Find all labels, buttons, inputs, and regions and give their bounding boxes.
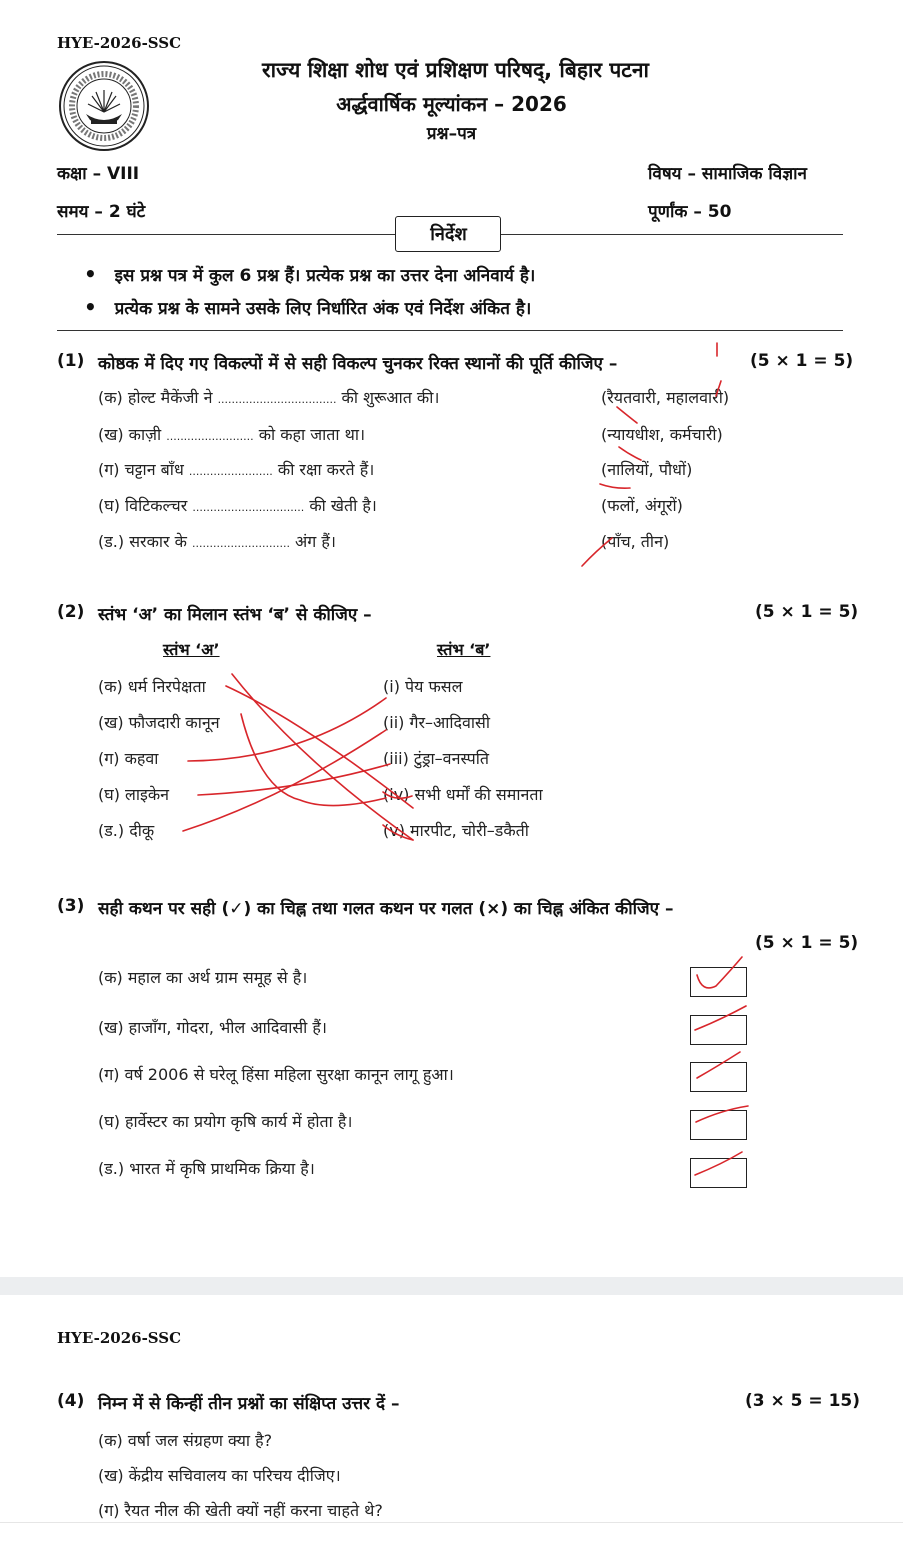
q1-item: (क) होल्ट मैकेंजी ने .................................. की शुरूआत की। — [98, 388, 440, 407]
q1-option: (नालियों, पौधों) — [601, 460, 693, 479]
q1-option: (रैयतवारी, महालवारी) — [601, 388, 730, 407]
q1-number: (1) — [57, 351, 85, 371]
q3-statement: (क) महाल का अर्थ ग्राम समूह से है। — [98, 968, 308, 987]
instructions-title: निर्देश — [430, 224, 467, 245]
q3-number: (3) — [57, 896, 85, 916]
section-divider — [57, 330, 843, 331]
q4-item: (क) वर्षा जल संग्रहण क्या है? — [98, 1431, 273, 1450]
q1-item: (ड.) सरकार के ............................ अंग हैं। — [98, 532, 336, 551]
subject-label: विषय – सामाजिक विज्ञान — [648, 164, 807, 184]
answer-checkbox[interactable] — [690, 1015, 747, 1045]
column-b-title: स्तंभ ‘ब’ — [437, 640, 491, 659]
q3-statement: (घ) हार्वेस्टर का प्रयोग कृषि कार्य में होता है। — [98, 1112, 353, 1131]
pen-tick — [617, 407, 637, 423]
paper-code: HYE-2026-SSC — [57, 1329, 182, 1347]
q3-statement: (ग) वर्ष 2006 से घरेलू हिंसा महिला सुरक्षा कानून लागू हुआ। — [98, 1065, 454, 1084]
viewer-bottom-bar — [0, 1522, 903, 1555]
q3-text: सही कथन पर सही (✓) का चिह्न तथा गलत कथन पर गलत (×) का चिह्न अंकित कीजिए – — [98, 899, 674, 919]
column-a-item: (ख) फौजदारी कानून — [98, 713, 220, 732]
answer-checkbox[interactable] — [690, 967, 747, 997]
column-b-item: (iv) सभी धर्मों की समानता — [383, 785, 543, 804]
column-a-item: (ग) कहवा — [98, 749, 159, 768]
answer-checkbox[interactable] — [690, 1158, 747, 1188]
q3-statement: (ख) हाजाँग, गोदरा, भील आदिवासी हैं। — [98, 1018, 327, 1037]
q4-text: निम्न में से किन्हीं तीन प्रश्नों का संक्षिप्त उत्तर दें – — [98, 1394, 400, 1414]
match-line — [183, 730, 386, 831]
q4-number: (4) — [57, 1391, 85, 1411]
org-title: राज्य शिक्षा शोध एवं प्रशिक्षण परिषद्, बिहार पटना — [262, 58, 649, 82]
q1-option: (फलों, अंगूरों) — [601, 496, 683, 515]
q1-option: (पाँच, तीन) — [601, 532, 670, 551]
full-marks-label: पूर्णांक – 50 — [648, 202, 732, 222]
column-a-item: (घ) लाइकेन — [98, 785, 170, 804]
q3-statement: (ड.) भारत में कृषि प्राथमिक क्रिया है। — [98, 1159, 315, 1178]
column-a-item: (ड.) दीकू — [98, 821, 155, 840]
q1-item: (ग) चट्टान बाँध ........................ की रक्षा करते हैं। — [98, 460, 375, 479]
q1-marks: (5 × 1 = 5) — [750, 351, 854, 371]
q2-marks: (5 × 1 = 5) — [755, 602, 859, 622]
match-line — [198, 764, 390, 795]
paper-title: प्रश्न–पत्र — [426, 124, 477, 144]
q4-marks: (3 × 5 = 15) — [745, 1391, 861, 1411]
column-b-item: (v) मारपीट, चोरी–डकैती — [383, 821, 529, 840]
column-a-title: स्तंभ ‘अ’ — [163, 640, 220, 659]
paper-code: HYE-2026-SSC — [57, 34, 182, 52]
instruction-item: • प्रत्येक प्रश्न के सामने उसके लिए निर्धारित अंक एवं निर्देश अंकित है। — [84, 295, 532, 319]
answer-checkbox[interactable] — [690, 1110, 747, 1140]
column-b-item: (ii) गैर–आदिवासी — [383, 713, 491, 732]
q1-option: (न्यायधीश, कर्मचारी) — [601, 425, 723, 444]
instruction-item: • इस प्रश्न पत्र में कुल 6 प्रश्न हैं। प्रत्येक प्रश्न का उत्तर देना अनिवार्य है। — [84, 262, 536, 286]
q3-marks: (5 × 1 = 5) — [755, 933, 859, 953]
exam-title: अर्द्धवार्षिक मूल्यांकन – 2026 — [336, 92, 567, 116]
instruction-text: इस प्रश्न पत्र में कुल 6 प्रश्न हैं। प्रत्येक प्रश्न का उत्तर देना अनिवार्य है। — [114, 266, 536, 286]
class-label: कक्षा – VIII — [57, 164, 140, 184]
column-b-item: (iii) टुंड्रा–वनस्पति — [383, 749, 490, 768]
column-a-item: (क) धर्म निरपेक्षता — [98, 677, 206, 696]
q4-item: (ग) रैयत नील की खेती क्यों नहीं करना चाहते थे? — [98, 1501, 383, 1520]
q2-text: स्तंभ ‘अ’ का मिलान स्तंभ ‘ब’ से कीजिए – — [98, 605, 372, 625]
q1-item: (ख) काज़ी ......................... को कहा जाता था। — [98, 425, 366, 444]
q1-text: कोष्ठक में दिए गए विकल्पों में से सही विकल्प चुनकर रिक्त स्थानों की पूर्ति कीजिए – — [98, 354, 618, 374]
column-b-item: (i) पेय फसल — [383, 677, 463, 696]
q1-item: (घ) विटिकल्चर ................................ की खेती है। — [98, 496, 377, 515]
time-label: समय – 2 घंटे — [57, 202, 146, 222]
answer-checkbox[interactable] — [690, 1062, 747, 1092]
match-line — [241, 714, 386, 806]
q4-item: (ख) केंद्रीय सचिवालय का परिचय दीजिए। — [98, 1466, 341, 1485]
q2-number: (2) — [57, 602, 85, 622]
instruction-text: प्रत्येक प्रश्न के सामने उसके लिए निर्धारित अंक एवं निर्देश अंकित है। — [114, 299, 532, 319]
pen-tick — [600, 484, 630, 488]
page-separator — [0, 1277, 903, 1295]
